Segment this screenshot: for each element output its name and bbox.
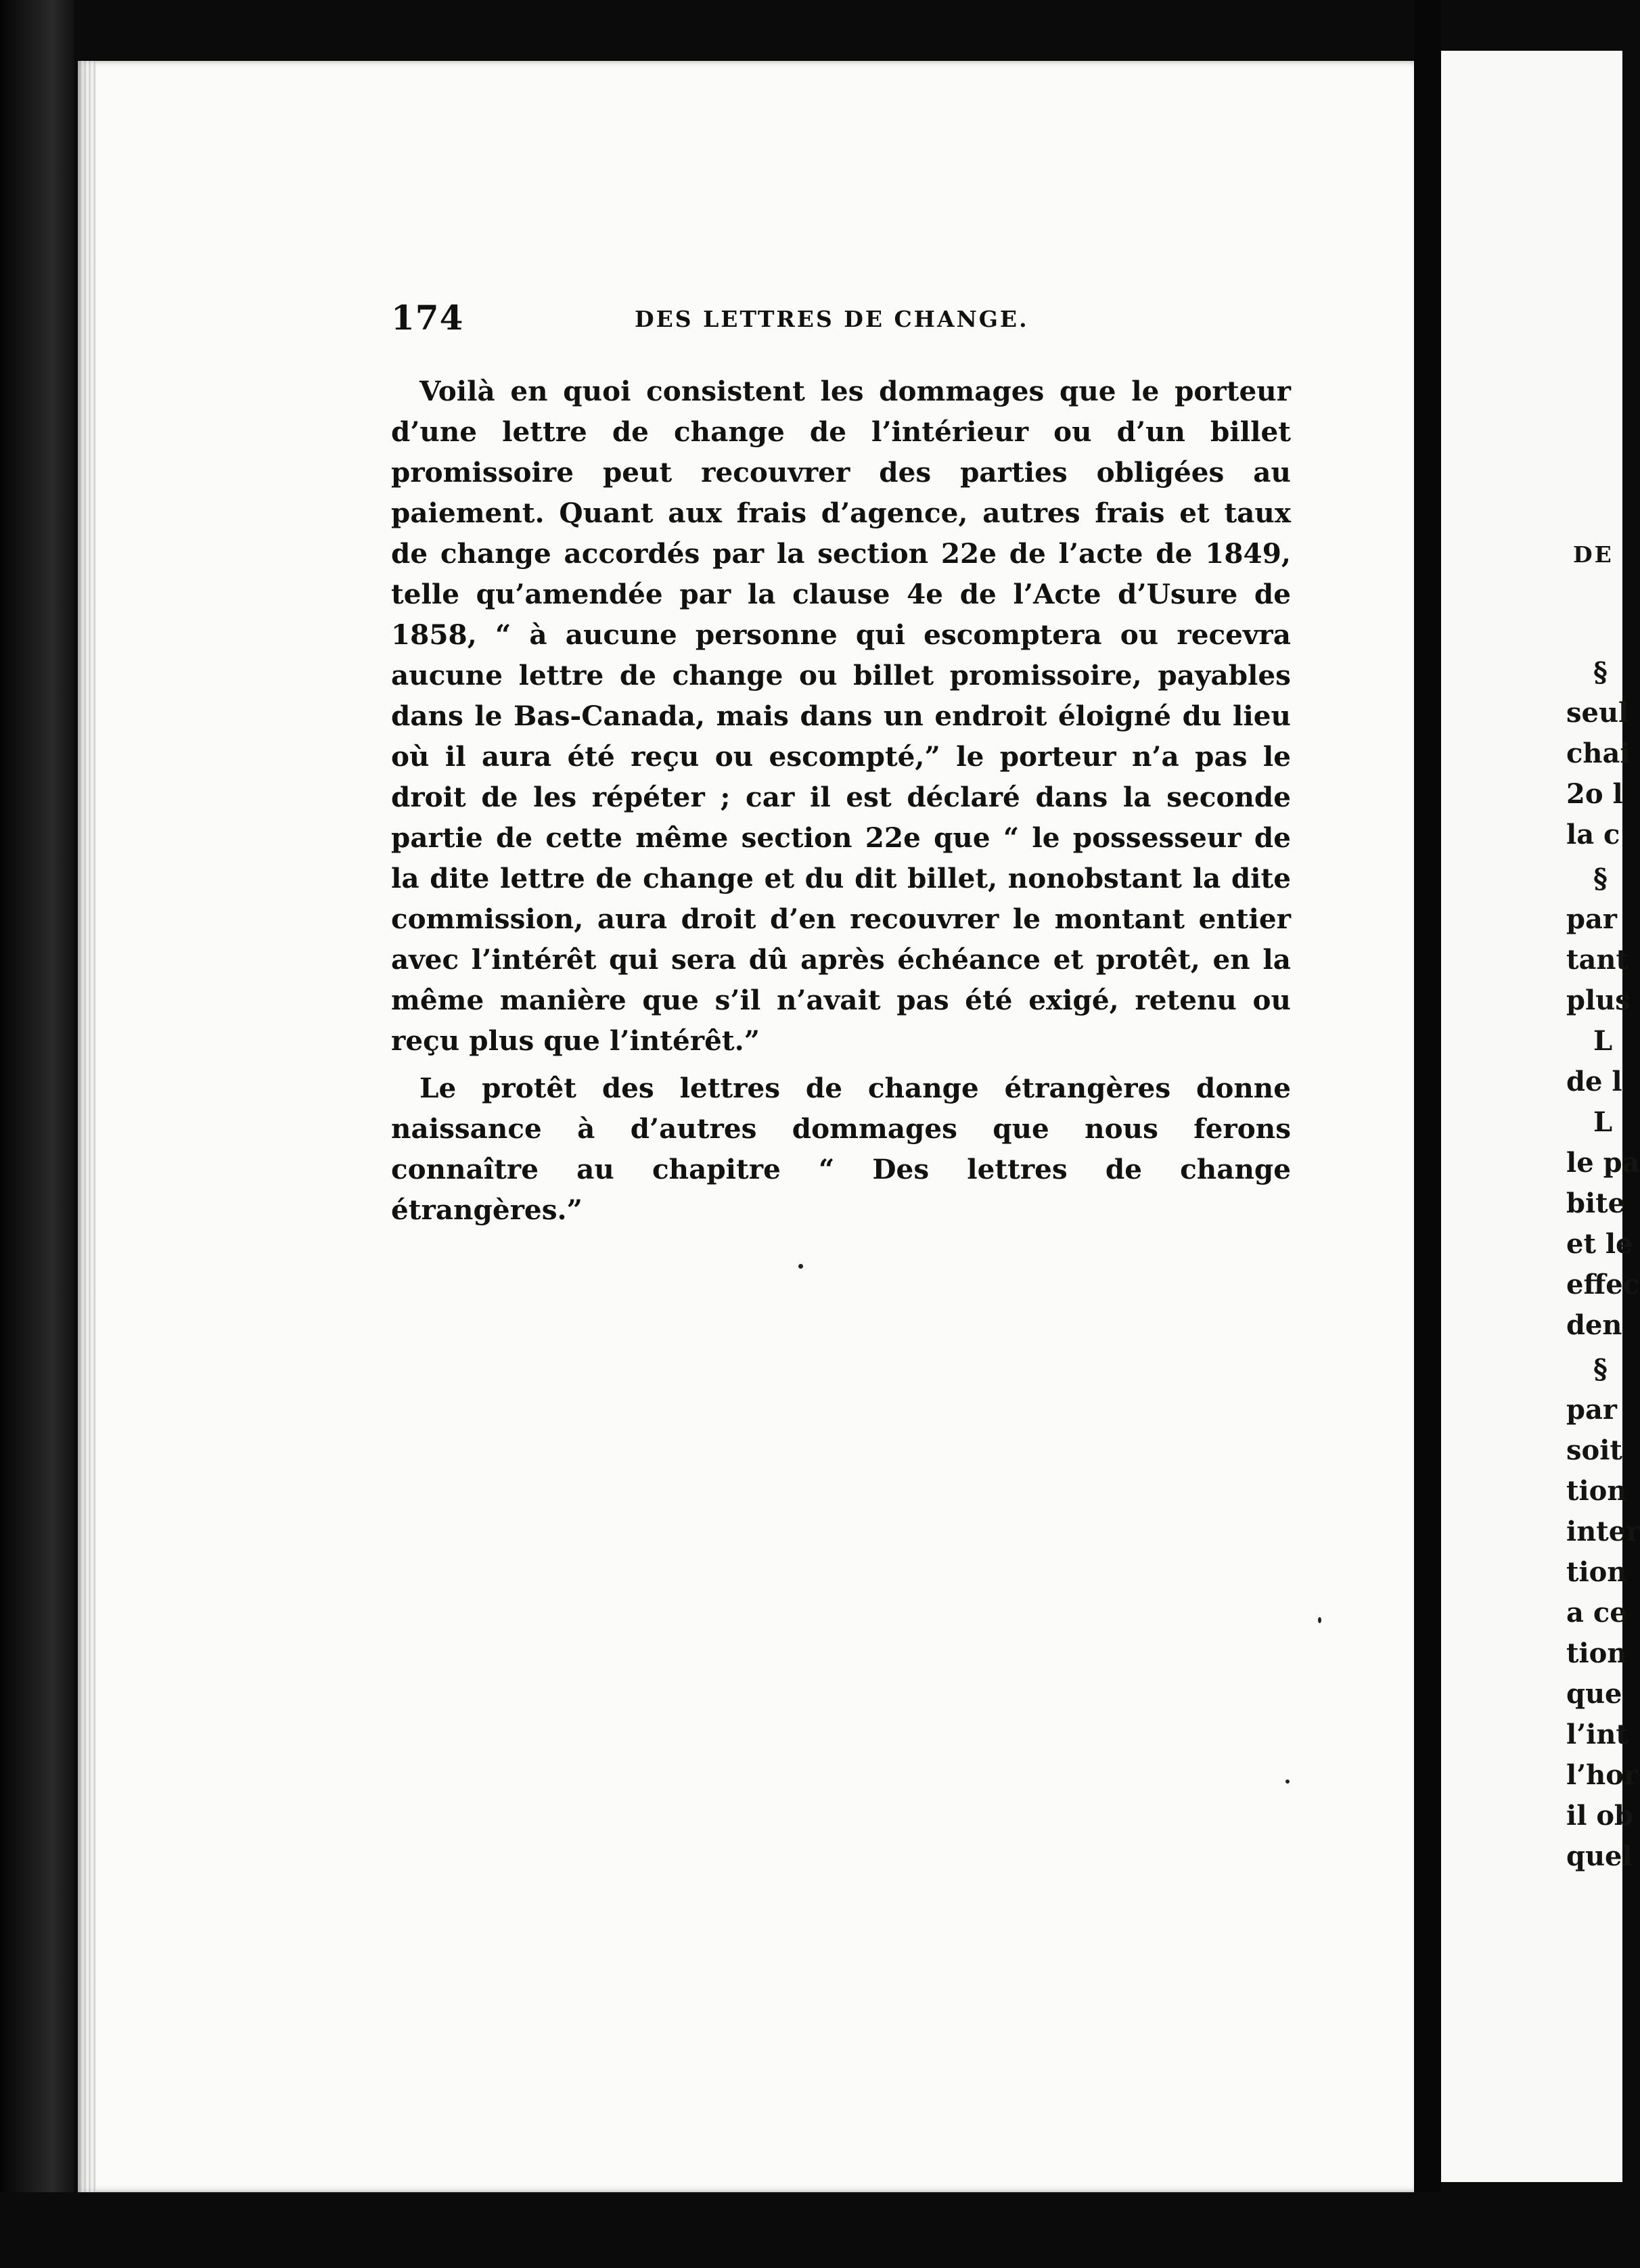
facing-page-line-fragment: L bbox=[1593, 1025, 1613, 1057]
facing-page-line-fragment: que bbox=[1566, 1678, 1622, 1710]
facing-page-line-fragment: il ob bbox=[1566, 1800, 1633, 1832]
facing-page-line-fragment: effec bbox=[1566, 1269, 1640, 1300]
body-text bbox=[391, 371, 1291, 1237]
book-gutter bbox=[1414, 0, 1441, 2268]
running-title: DES LETTRES DE CHANGE. bbox=[635, 306, 1029, 332]
scan-left-margin bbox=[0, 0, 74, 2268]
facing-page-line-fragment: et le bbox=[1566, 1228, 1633, 1260]
facing-page-text bbox=[1458, 0, 1640, 2268]
facing-page-line-fragment: § bbox=[1593, 656, 1608, 688]
facing-page-running-head: DE bbox=[1573, 541, 1614, 568]
facing-page-line-fragment: tion bbox=[1566, 1475, 1627, 1507]
facing-page-line-fragment: L bbox=[1593, 1106, 1613, 1138]
paragraph-2: Le protêt des lettres de change étrangères donne naissance à d’autres dommages que nous ferons connaître au chapitre “ Des lettres de change étrangères.” bbox=[391, 1072, 1291, 1226]
scan-bottom-margin bbox=[0, 2192, 1622, 2268]
facing-page-line-fragment: § bbox=[1593, 1353, 1608, 1385]
page-number: 174 bbox=[391, 298, 464, 338]
print-speck bbox=[1318, 1617, 1321, 1623]
facing-page-line-fragment: bite bbox=[1566, 1187, 1626, 1219]
print-speck bbox=[798, 1264, 803, 1269]
facing-page-line-fragment: 2o l bbox=[1566, 778, 1623, 810]
facing-page-line-fragment: la c bbox=[1566, 819, 1620, 850]
facing-page-line-fragment: par bbox=[1566, 1394, 1617, 1426]
facing-page-line-fragment: chai bbox=[1566, 738, 1631, 769]
page-edge-shading bbox=[80, 61, 96, 2192]
facing-page-line-fragment: § bbox=[1593, 863, 1608, 894]
facing-page-line-fragment: tion bbox=[1566, 1556, 1627, 1588]
facing-page-line-fragment: de l bbox=[1566, 1066, 1622, 1097]
facing-page-line-fragment: quel bbox=[1566, 1840, 1633, 1872]
print-speck bbox=[1285, 1779, 1290, 1784]
facing-page-line-fragment: l’int bbox=[1566, 1719, 1628, 1750]
facing-page-line-fragment: inter bbox=[1566, 1516, 1640, 1547]
facing-page-line-fragment: tion bbox=[1566, 1637, 1627, 1669]
facing-page-line-fragment: tant bbox=[1566, 944, 1628, 976]
facing-page-line-fragment: den bbox=[1566, 1309, 1622, 1341]
facing-page-line-fragment: l’hor bbox=[1566, 1759, 1638, 1791]
facing-page-line-fragment: soit bbox=[1566, 1434, 1622, 1466]
facing-page-line-fragment: plus bbox=[1566, 984, 1631, 1016]
facing-page-line-fragment: seul bbox=[1566, 697, 1629, 729]
running-head bbox=[391, 298, 1284, 345]
facing-page-line-fragment: a ce bbox=[1566, 1597, 1627, 1629]
facing-page-line-fragment: le pa bbox=[1566, 1147, 1640, 1179]
paragraph-1: Voilà en quoi consistent les dommages que le porteur d’une lettre de change de l’intérieur ou d’un billet promissoire peut recouvrer des parties obligées au paiement. Quant aux frais d’agence, autres frais et taux de change accordés par la section 22e de l’acte de 1849, telle qu’amendée par la clause 4e de l’Acte d’Usure de 1858, “ à aucune personne qui escomptera ou recevra aucune lettre de change ou billet promissoire, payables dans le Bas-Canada, mais dans un endroit éloigné du lieu où il aura été reçu ou escompté,” le porteur n’a pas le droit de les répéter ; car il est déclaré dans la seconde partie de cette même section 22e que “ le possesseur de la dite lettre de change et du dit billet, nonobstant la dite commission, aura droit d’en recouvrer le montant entier avec l’intérêt qui sera dû après échéance et protêt, en la même manière que s’il n’avait pas été exigé, retenu ou reçu plus que l’intérêt.” bbox=[391, 375, 1291, 1057]
facing-page-line-fragment: par bbox=[1566, 903, 1617, 935]
